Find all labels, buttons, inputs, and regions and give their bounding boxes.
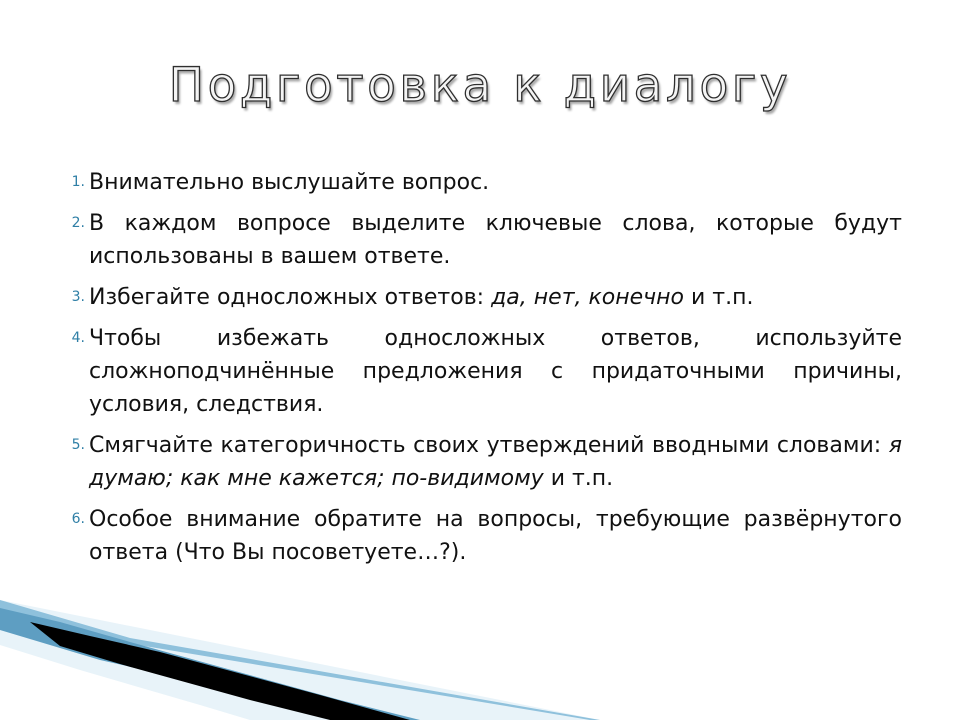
list-number: 6.: [71, 511, 85, 527]
list-number: 3.: [71, 289, 85, 305]
list-text: [89, 429, 902, 495]
list-text: Внимательно выслушайте вопрос.: [89, 170, 490, 195]
corner-swoosh-decoration: [0, 560, 960, 720]
list-number: 1.: [71, 174, 85, 190]
list-number: 4.: [71, 330, 85, 346]
list-item: [52, 429, 902, 495]
list-item: [52, 207, 902, 273]
slide-title: Подготовка к диалогу: [168, 58, 792, 113]
list-text-start: Смягчайте категоричность своих утверждений вводными словами:: [89, 433, 889, 458]
list-text: Чтобы избежать односложных ответов, используйте сложноподчинённые предложения с придаточными причины, условия, следствия.: [89, 326, 902, 417]
list-number: 2.: [71, 215, 85, 231]
list-text: Особое внимание обратите на вопросы, требующие развёрнутого ответа (Что Вы посоветуете…?).: [89, 507, 902, 565]
list-text: В каждом вопросе выделите ключевые слова, которые будут использованы в вашем ответе.: [89, 211, 902, 269]
list-text-italic: я думаю; как мне кажется; по-видимому: [89, 433, 902, 491]
list-item: [52, 281, 902, 314]
numbered-list: [52, 166, 902, 577]
list-text-italic: да, нет, конечно: [491, 285, 685, 310]
list-number: 5.: [71, 437, 85, 453]
list-text-end: и т.п.: [684, 285, 754, 310]
list-text-start: Избегайте односложных ответов:: [89, 285, 492, 310]
list-text: [89, 281, 902, 314]
list-item: [52, 166, 902, 199]
list-item: [52, 322, 902, 421]
list-text-end: и т.п.: [543, 466, 614, 491]
